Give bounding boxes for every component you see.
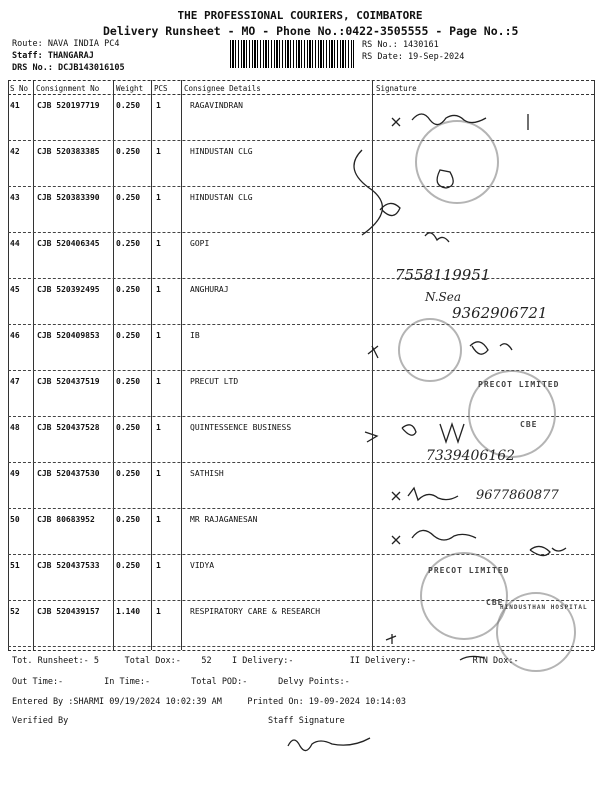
signature-mark	[392, 492, 400, 500]
row-consignee: ANGHURAJ	[190, 285, 229, 294]
runsheet-title: Delivery Runsheet - MO - Phone No.:0422-3505555 - Page No.:5	[103, 24, 519, 38]
row-consignee: QUINTESSENCE BUSINESS	[190, 423, 292, 432]
row-consignee: VIDYA	[190, 561, 215, 570]
row-consignment-no: CJB 520383385	[37, 147, 100, 156]
row-sno: 42	[10, 147, 20, 156]
entered-by-line: Entered By :SHARMI 09/19/2024 10:02:39 AM Printed On: 19-09-2024 10:14:03	[12, 697, 407, 707]
row-pcs: 1	[156, 515, 161, 524]
precot-stamp-text: PRECOT LIMITED	[478, 380, 560, 389]
staff-label: Staff: THANGARAJ	[12, 51, 94, 61]
row-weight: 0.250	[116, 101, 141, 110]
row-sno: 47	[10, 377, 20, 386]
row-sno: 46	[10, 331, 20, 340]
row-sno: 51	[10, 561, 20, 570]
row-consignment-no: CJB 520437519	[37, 377, 100, 386]
row-consignment-no: CJB 520437530	[37, 469, 100, 478]
row-consignee: MR RAJAGANESAN	[190, 515, 258, 524]
row-pcs: 1	[156, 285, 161, 294]
row-consignee: RAGAVINDRAN	[190, 101, 243, 110]
header-weight: Weight	[116, 84, 144, 93]
row-pcs: 1	[156, 561, 161, 570]
row-consignee: GOPI	[190, 239, 210, 248]
row-weight: 0.250	[116, 377, 141, 386]
row-consignment-no: CJB 520197719	[37, 101, 100, 110]
row-consignment-no: CJB 520439157	[37, 607, 100, 616]
row-sno: 43	[10, 193, 20, 202]
row-weight: 0.250	[116, 561, 141, 570]
row-sno: 48	[10, 423, 20, 432]
header-consignment: Consignment No	[36, 84, 100, 93]
row-weight: 0.250	[116, 423, 141, 432]
route-label: Route: NAVA INDIA PC4	[12, 39, 120, 49]
signature-mark	[530, 546, 566, 555]
row-weight: 0.250	[116, 331, 141, 340]
row-consignment-no: CJB 520392495	[37, 285, 100, 294]
row-consignment-no: CJB 520406345	[37, 239, 100, 248]
header-signature: Signature	[376, 84, 417, 93]
row-pcs: 1	[156, 101, 161, 110]
row-pcs: 1	[156, 331, 161, 340]
header-pcs: PCS	[154, 84, 168, 93]
row-weight: 0.250	[116, 239, 141, 248]
row-sno: 45	[10, 285, 20, 294]
row-consignee: SATHISH	[190, 469, 224, 478]
rs-date: RS Date: 19-Sep-2024	[362, 52, 465, 62]
row-weight: 0.250	[116, 285, 141, 294]
cbe-stamp-text: CBE	[520, 420, 538, 429]
signature-mark	[425, 233, 449, 242]
row-consignment-no: CJB 520437533	[37, 561, 100, 570]
row-pcs: 1	[156, 193, 161, 202]
times-line: Out Time:- In Time:- Total POD:- Delvy Points:-	[12, 677, 350, 687]
signature-mark	[402, 424, 464, 442]
handwritten-phone: 7558119951	[395, 266, 491, 284]
signature-mark	[437, 170, 453, 188]
row-pcs: 1	[156, 469, 161, 478]
row-pcs: 1	[156, 239, 161, 248]
cbe-stamp-text: CBE	[486, 598, 504, 607]
row-pcs: 1	[156, 147, 161, 156]
row-weight: 0.250	[116, 515, 141, 524]
row-consignee: PRECUT LTD	[190, 377, 239, 386]
row-sno: 41	[10, 101, 20, 110]
signature-mark	[470, 342, 512, 354]
handwritten-phone: 9362906721	[452, 304, 548, 322]
row-consignee: IB	[190, 331, 200, 340]
staff-signature-label: Staff Signature	[268, 716, 345, 726]
row-weight: 0.250	[116, 193, 141, 202]
signature-mark	[386, 634, 396, 644]
signature-mark	[412, 530, 476, 540]
row-consignee: HINDUSTAN CLG	[190, 193, 253, 202]
handwritten-name: N.Sea	[425, 290, 462, 304]
signature-mark	[354, 150, 382, 235]
verified-by-label: Verified By	[12, 716, 69, 726]
precot-stamp-text: PRECOT LIMITED	[428, 566, 510, 575]
row-pcs: 1	[156, 607, 161, 616]
signature-mark	[380, 203, 400, 215]
signature-mark	[392, 118, 400, 126]
row-consignee: HINDUSTAN CLG	[190, 147, 253, 156]
signature-mark	[368, 346, 378, 358]
row-consignee: RESPIRATORY CARE & RESEARCH	[190, 607, 321, 616]
row-consignment-no: CJB 520409853	[37, 331, 100, 340]
totals-line: Tot. Runsheet:- 5 Total Dox:- 52 I Delivery:- II Delivery:- RTN Dox:-	[12, 656, 519, 666]
row-pcs: 1	[156, 423, 161, 432]
header-consignee: Consignee Details	[184, 84, 261, 93]
row-weight: 0.250	[116, 469, 141, 478]
row-weight: 0.250	[116, 147, 141, 156]
hindusthan-stamp-text: HINDUSTHAN HOSPITAL	[500, 604, 588, 611]
rs-number: RS No.: 1430161	[362, 40, 439, 50]
row-sno: 52	[10, 607, 20, 616]
signature-mark	[408, 488, 458, 500]
row-pcs: 1	[156, 377, 161, 386]
signature-mark	[412, 114, 528, 130]
row-consignment-no: CJB 520437528	[37, 423, 100, 432]
row-consignment-no: CJB 520383390	[37, 193, 100, 202]
drs-number: DRS No.: DCJB143016105	[12, 63, 125, 73]
header-sno: S No	[10, 84, 29, 93]
row-sno: 49	[10, 469, 20, 478]
handwritten-phone: 7339406162	[426, 448, 516, 464]
row-consignment-no: CJB 80683952	[37, 515, 95, 524]
handwritten-phone: 9677860877	[476, 488, 559, 503]
row-sno: 50	[10, 515, 20, 524]
staff-signature-mark	[288, 738, 370, 751]
signature-mark	[392, 536, 400, 544]
company-title: THE PROFESSIONAL COURIERS, COIMBATORE	[177, 9, 423, 22]
signature-mark	[365, 432, 377, 442]
row-weight: 1.140	[116, 607, 141, 616]
row-sno: 44	[10, 239, 20, 248]
